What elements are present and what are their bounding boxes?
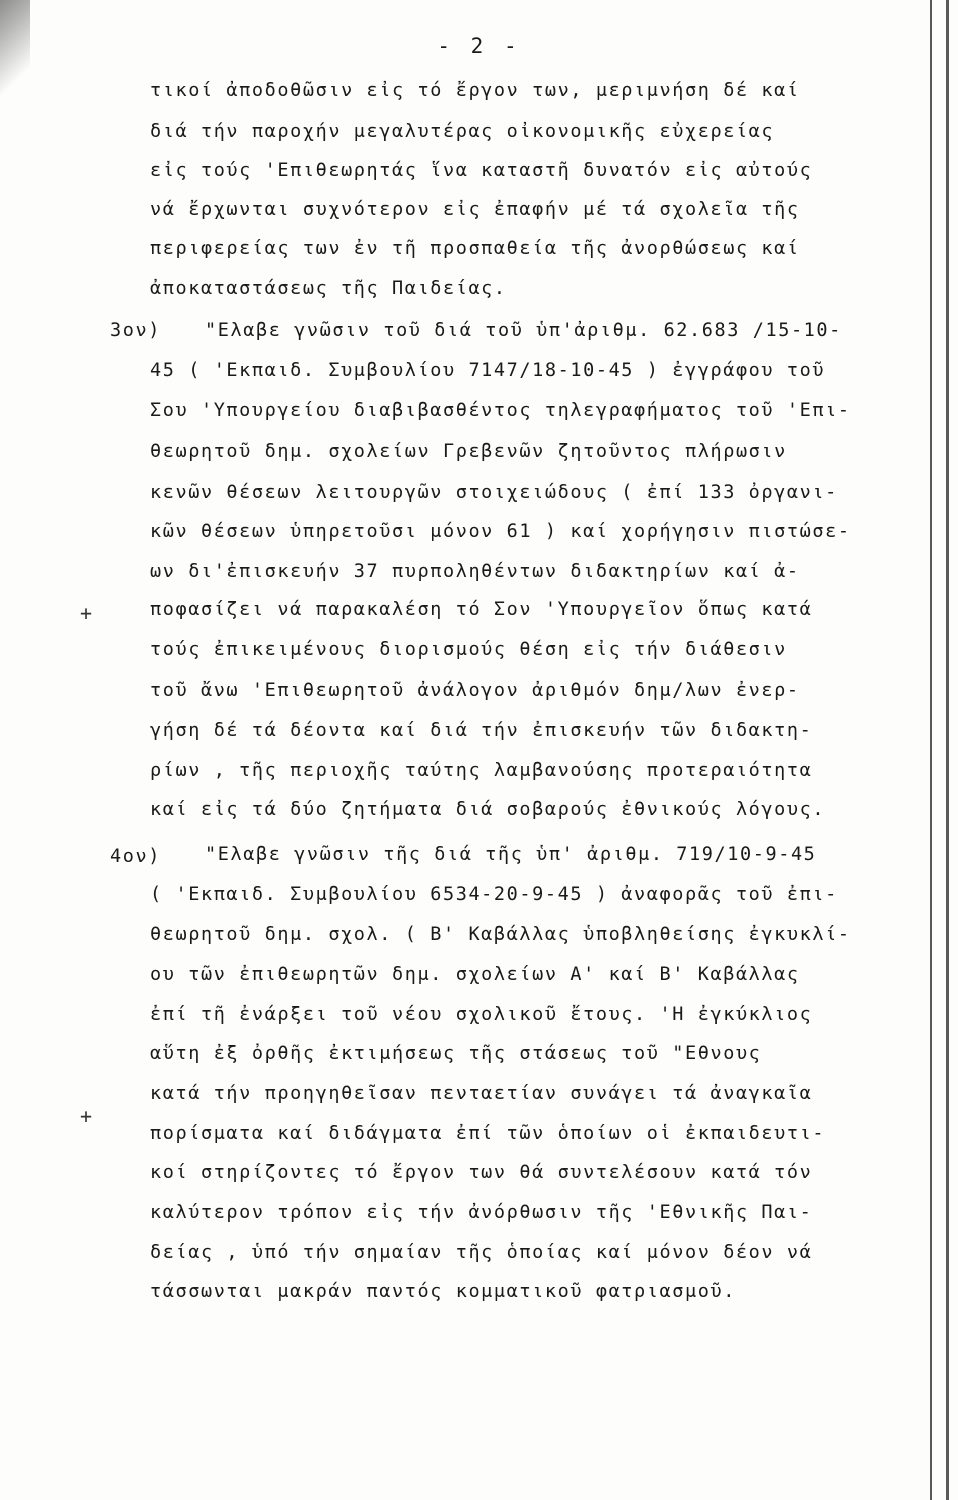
page-number: - 2 - (437, 34, 521, 58)
intro-line: τικοί ἀποδοθῶσιν εἰς τό ἔργον των, μεριμνήση δέ καί (150, 80, 800, 101)
item-3-line: τοῦ ἄνω 'Επιθεωρητοῦ ἀνάλογον ἀριθμόν δημ/λων ἐνερ- (150, 680, 800, 701)
item-3-line: Σου 'Υπουργείου διαβιβασθέντος τηλεγραφήματος τοῦ 'Επι- (150, 400, 851, 421)
item-3-line: 45 ( 'Εκπαιδ. Συμβουλίου 7147/18-10-45 ) ἐγγράφου τοῦ (150, 360, 826, 381)
item-3-line: ποφασίζει νά παρακαλέση τό Σον 'Υπουργεῖον ὅπως κατά (150, 599, 813, 620)
item-4-line: καλύτερον τρόπον εἰς τήν ἀνόρθωσιν τῆς 'Εθνικῆς Παι- (150, 1202, 813, 1223)
item-3-line: ρίων , τῆς περιοχῆς ταύτης λαμβανούσης προτεραιότητα (150, 760, 813, 781)
item-3-line: καί εἰς τά δύο ζητήματα διά σοβαρούς ἐθνικούς λόγους. (150, 799, 826, 820)
margin-plus-mark: + (80, 1104, 93, 1128)
item-3-line: γήση δέ τά δέοντα καί διά τήν ἐπισκευήν τῶν διδακτη- (150, 720, 813, 741)
margin-plus-mark: + (80, 601, 93, 625)
item-4-line: αὕτη ἐξ ὀρθῆς ἐκτιμήσεως τῆς στάσεως τοῦ "Εθνους (150, 1043, 762, 1064)
intro-line: διά τήν παροχήν μεγαλυτέρας οἰκονομικῆς εὐχερείας (150, 121, 775, 142)
item-4-line: πορίσματα καί διδάγματα ἐπί τῶν ὁποίων οἱ ἐκπαιδευτι- (150, 1123, 826, 1144)
intro-line: περιφερείας των ἐν τῆ προσπαθεία τῆς ἀνορθώσεως καί (150, 238, 800, 259)
intro-line: νά ἔρχωνται συχνότερον εἰς ἐπαφήν μέ τά σχολεῖα τῆς (150, 199, 800, 220)
item-3-line: ων δι'ἐπισκευήν 37 πυρποληθέντων διδακτηρίων καί ἀ- (150, 561, 800, 582)
right-margin-rule (930, 0, 932, 1500)
item-3-line: κενῶν θέσεων λειτουργῶν στοιχειώδους ( ἐπί 133 ὀργανι- (150, 482, 838, 503)
item-4-line: ου τῶν ἐπιθεωρητῶν δημ. σχολείων Α' καί Β' Καβάλλας (150, 964, 800, 985)
item-4-line: κατά τήν προηγηθεῖσαν πενταετίαν συνάγει τά ἀναγκαῖα (150, 1083, 813, 1104)
item-4-line: θεωρητοῦ δημ. σχολ. ( Β' Καβάλλας ὑποβληθείσης ἐγκυκλί- (150, 924, 851, 945)
item-3-line: κῶν θέσεων ὑπηρετοῦσι μόνον 61 ) καί χορήγησιν πιστώσε- (150, 521, 851, 542)
intro-line: ἀποκαταστάσεως τῆς Παιδείας. (150, 278, 507, 299)
item-3-line: τούς ἐπικειμένους διορισμούς θέση εἰς τήν διάθεσιν (150, 639, 787, 660)
item-4-line: κοί στηρίζοντες τό ἔργον των θά συντελέσουν κατά τόν (150, 1162, 813, 1183)
item-4-line: δείας , ὑπό τήν σημαίαν τῆς ὁποίας καί μόνον δέον νά (150, 1242, 813, 1263)
item-4-first-line: "Ελαβε γνῶσιν τῆς διά τῆς ὑπ' ἀριθμ. 719/10-9-45 (205, 844, 817, 865)
item-4-line: τάσσωνται μακράν παντός κομματικοῦ φατριασμοῦ. (150, 1281, 736, 1302)
item-4-line: ἐπί τῆ ἐνάρξει τοῦ νέου σχολικοῦ ἔτους. 'Η ἐγκύκλιος (150, 1004, 813, 1025)
item-3-first-line: "Ελαβε γνῶσιν τοῦ διά τοῦ ὑπ'ἀριθμ. 62.683 /15-10- (205, 320, 842, 341)
right-margin-rule-outer (946, 0, 949, 1500)
item-3-line: θεωρητοῦ δημ. σχολείων Γρεβενῶν ζητοῦντος πλήρωσιν (150, 441, 787, 462)
intro-line: εἰς τούς 'Επιθεωρητάς ἵνα καταστῆ δυνατόν εἰς αὐτούς (150, 160, 813, 181)
item-3-label: 3ον) (110, 320, 161, 341)
item-4-line: ( 'Εκπαιδ. Συμβουλίου 6534-20-9-45 ) ἀναφορᾶς τοῦ ἐπι- (150, 884, 838, 905)
item-4-label: 4ον) (110, 846, 161, 867)
